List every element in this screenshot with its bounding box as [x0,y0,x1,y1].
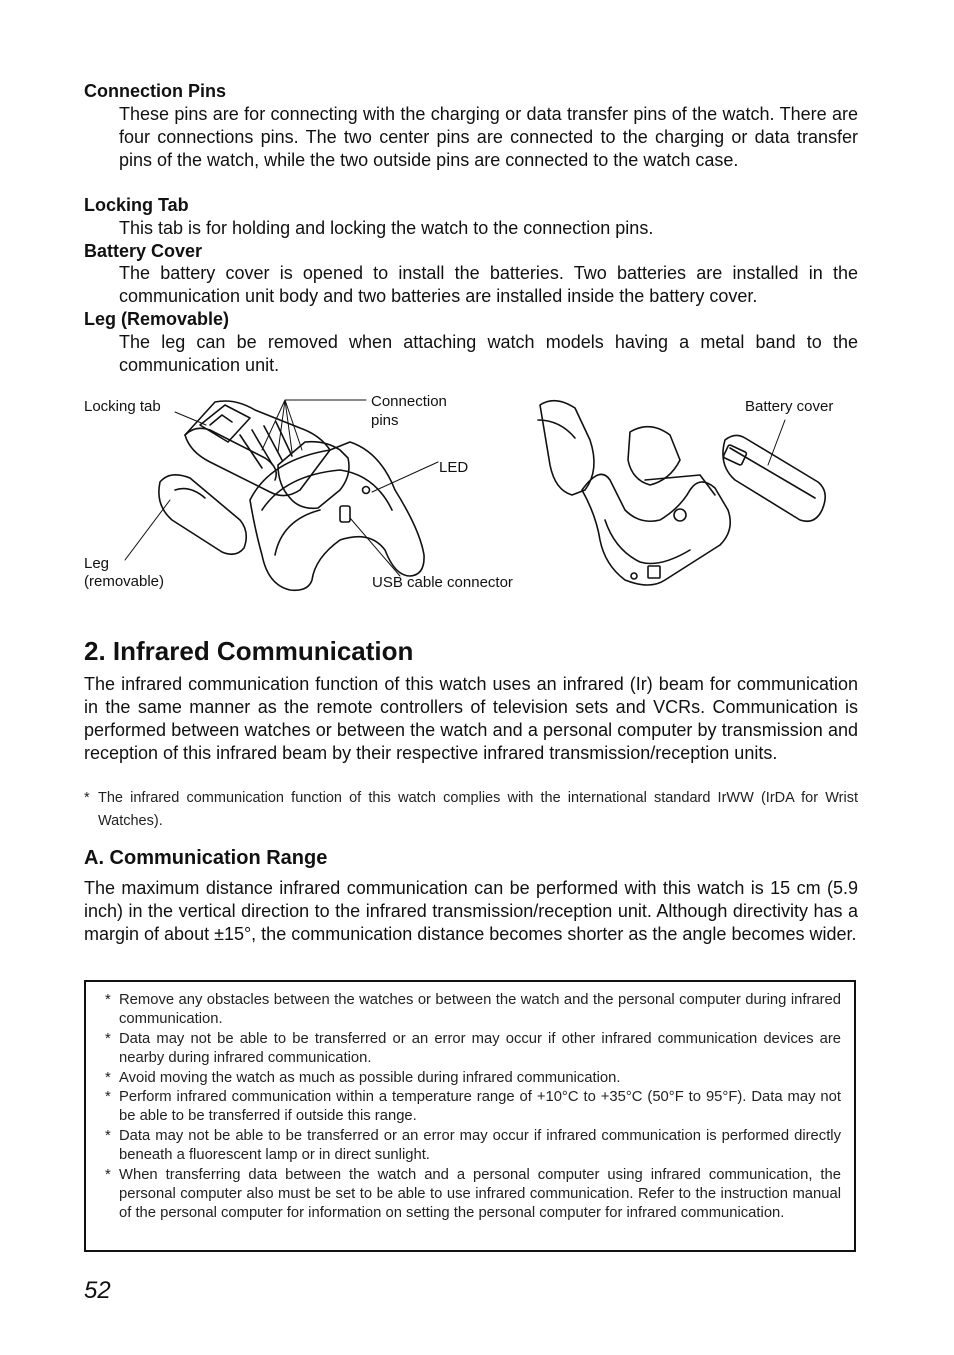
bullet-asterisk: * [105,1089,111,1106]
irww-note [84,787,858,833]
list-item [105,1127,841,1166]
notes-list [105,991,841,1224]
communication-unit-figure [0,380,954,610]
bullet-asterisk: * [105,1069,111,1086]
subsection-title: A. Communication Range [84,847,328,869]
definition-locking-tab: This tab is for holding and locking the watch to the connection pins. [119,218,654,238]
note-text: The infrared communication function of this watch complies with the international standard IrWW (IrDA for Wrist Watches). [98,790,858,829]
note-item-text: Data may not be able to be transferred or an error may occur if infrared communication is performed directly beneath a fluorescent lamp or in direct sunlight. [119,1127,841,1164]
section-intro: The infrared communication function of this watch uses an infrared (Ir) beam for communication in the same manner as the remote controllers of television sets and VCRs. Communication is performed between watches or between the watch and a personal computer by transmission and reception of this infrared beam by their respective infrared transmission/reception units. [84,674,858,763]
term-battery-cover: Battery Cover [84,241,203,261]
bullet-asterisk: * [105,1166,111,1183]
subsection-text: The maximum distance infrared communication can be performed with this watch is 15 cm (5.9 inch) in the vertical direction to the infrared transmission/reception unit. Although directivity has a margin of about ±15°, the communication distance becomes shorter as the angle becomes wider. [84,878,858,944]
bullet-asterisk: * [105,1030,111,1047]
definition-connection-pins: These pins are for connecting with the charging or data transfer pins of the watch. There are four connections pins. The two center pins are connected to the charging or data transfer pins of the watch, while the two outside pins are connected to the watch case. [119,104,858,170]
bullet-asterisk: * [105,992,111,1008]
page-number: 52 [84,1277,111,1304]
note-item-text: Perform infrared communication within a temperature range of +10°C to +35°C (50°F to 95°F). Data may not be able to be transferred if outside this range. [119,1089,841,1125]
label-connection-pins-line1: Connection [371,393,447,410]
label-leg-line1: Leg [84,555,110,572]
label-usb-connector: USB cable connector [372,574,513,591]
label-led: LED [439,459,469,476]
label-locking-tab: Locking tab [84,398,161,415]
note-item-text: Data may not be able to be transferred or an error may occur if other infrared communication devices are nearby during infrared communication. [119,1030,841,1067]
notes-box [84,980,856,1252]
list-item [105,1069,841,1088]
section-title: 2. Infrared Communication [84,636,414,666]
note-item-text: Remove any obstacles between the watches or between the watch and the personal computer during infrared communication. [119,992,841,1028]
label-connection-pins-line2: pins [371,412,399,429]
list-item [105,991,841,1030]
label-leg-line2: (removable) [84,573,165,590]
bullet-asterisk: * [105,1127,111,1144]
term-connection-pins: Connection Pins [84,81,227,101]
note-item-text: Avoid moving the watch as much as possible during infrared communication. [119,1069,621,1086]
list-item [105,1030,841,1069]
list-item [105,1088,841,1127]
label-battery-cover: Battery cover [745,398,834,415]
note-item-text: When transferring data between the watch and a personal computer using infrared communication, the personal computer also must be set to be able to use infrared communication. Refer to the instruction manual of the personal computer for information on setting the personal computer for infrared communication. [119,1166,841,1222]
definition-leg: The leg can be removed when attaching watch models having a metal band to the communication unit. [119,332,858,375]
note-asterisk: * [84,790,90,806]
list-item [105,1166,841,1224]
term-leg: Leg (Removable) [84,309,230,329]
term-locking-tab: Locking Tab [84,195,189,215]
definition-battery-cover: The battery cover is opened to install the batteries. Two batteries are installed in the communication unit body and two batteries are installed inside the battery cover. [119,263,858,306]
